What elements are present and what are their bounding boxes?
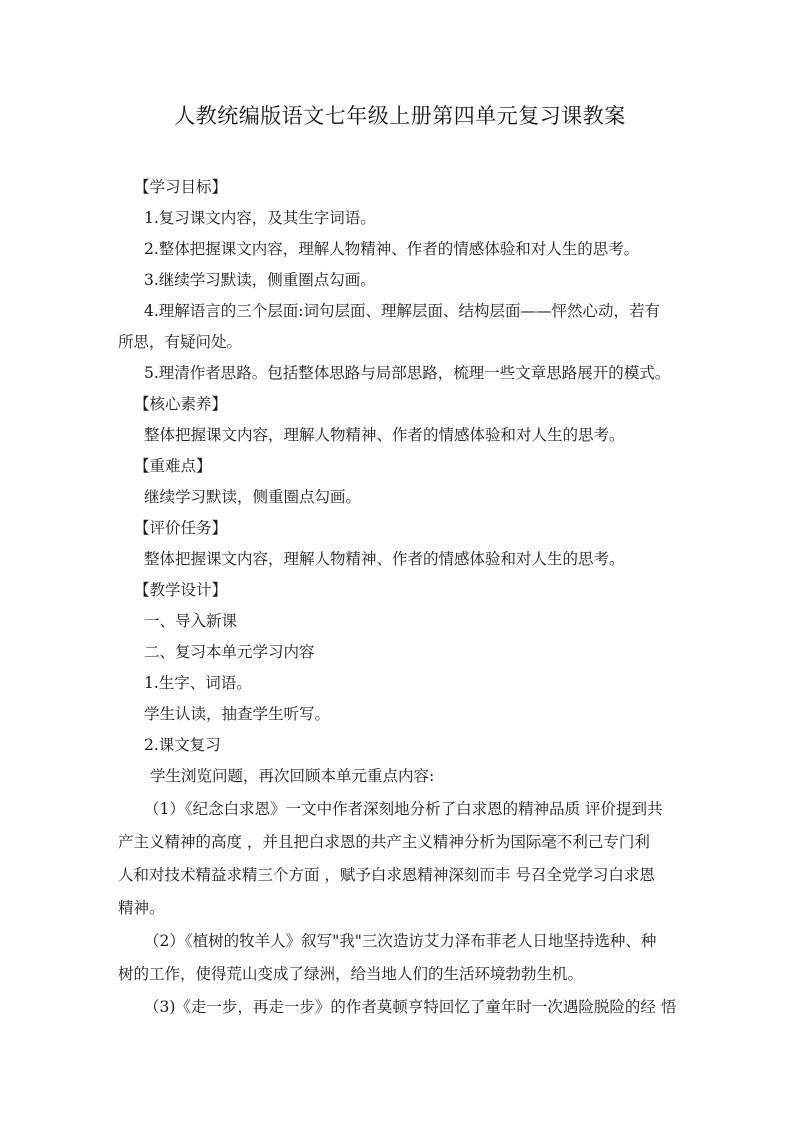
heading-core-literacy: 【核心素养】 [134,395,228,413]
goal-item-2: 2.整体把握课文内容，理解人物精神、作者的情感体验和对人生的思考。 [144,240,640,258]
paragraph-3-line-1: （3)《走一步，再走一步》的作者莫顿亨特回忆了童年时一次遇险脱险的经 悟 [144,998,677,1016]
paragraph-2-line-1: （2）《植树的牧羊人》叙写"我"三次造访艾力泽布菲老人日地坚持选种、种 [144,932,657,950]
goal-item-4: 4.理解语言的三个层面:词句层面、理解层面、结构层面——怦然心动，若有 [144,302,661,320]
paragraph-1-line-2: 产主义精神的高度 ，并且把白求恩的共产主义精神分析为国际毫不利己专门利 [118,833,650,851]
paragraph-2-line-2: 树的工作，使得荒山变成了绿洲，给当地人们的生活环境勃勃生机。 [118,965,584,983]
paragraph-1-line-4: 精神。 [118,899,165,917]
heading-teaching-design: 【教学设计】 [134,581,228,599]
goal-item-5: 5.理清作者思路。包括整体思路与局部思路，梳理一些文章思路展开的模式。 [144,364,671,382]
heading-key-points: 【重难点】 [134,457,212,475]
review-item-1: 1.生字、词语。 [144,674,252,692]
evaluation-task-text: 整体把握课文内容，理解人物精神、作者的情感体验和对人生的思考。 [144,550,625,568]
review-item-2-text: 学生浏览问题，再次回顾本单元重点内容: [150,767,435,785]
goal-item-1: 1.复习课文内容，及其生字词语。 [144,209,376,227]
review-item-2: 2.课文复习 [144,736,221,754]
paragraph-1-line-1: （1）《纪念白求恩》一文中作者深刻地分析了白求恩的精神品质 评价提到共 [144,800,663,818]
heading-learning-goals: 【学习目标】 [134,178,228,196]
section-intro: 一、导入新课 [144,612,238,630]
goal-item-4-cont: 所思，有疑问处。 [118,333,243,351]
document-title: 人教统编版语文七年级上册第四单元复习课教案 [174,104,626,128]
review-item-1-text: 学生认读，抽查学生听写。 [144,705,331,723]
key-points-text: 继续学习默读，侧重圈点勾画。 [144,488,362,506]
core-literacy-text: 整体把握课文内容，理解人物精神、作者的情感体验和对人生的思考。 [144,426,625,444]
paragraph-1-line-3: 人和对技术精益求精三个方面 ，赋予白求恩精神深刻而丰 号召全党学习白求恩 [118,866,655,884]
goal-item-3: 3.继续学习默读，侧重圈点勾画。 [144,271,376,289]
heading-evaluation-task: 【评价任务】 [134,519,228,537]
section-review: 二、复习本单元学习内容 [144,643,315,661]
